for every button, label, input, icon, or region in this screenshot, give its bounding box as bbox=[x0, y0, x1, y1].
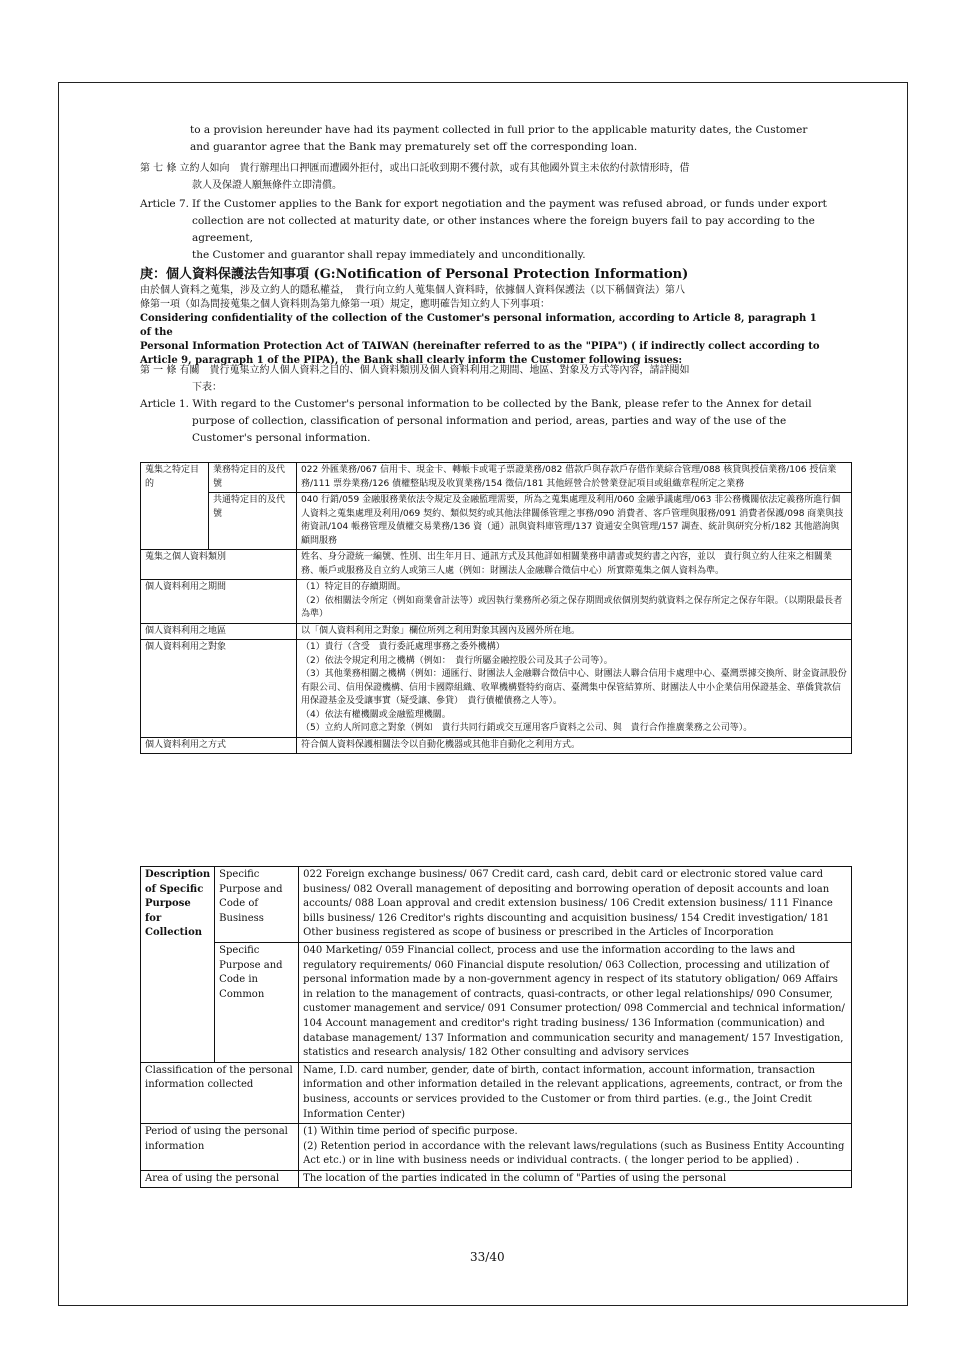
zh-info-table bbox=[140, 462, 852, 754]
article1-en bbox=[140, 396, 830, 447]
section-heading bbox=[140, 266, 840, 283]
zh-period-cell bbox=[297, 580, 852, 624]
table-row bbox=[141, 1124, 852, 1171]
section-heading-zh: 庚：個人資料保護法告知事項 bbox=[140, 267, 310, 282]
intro-en-3: Article 9, paragraph 1 of the PIPA), the Bank shall clearly inform the Customer following issues: bbox=[140, 355, 683, 366]
article1-en-text2: purpose of collection, classification of personal information and period, areas, parties and way of the use of the bbox=[192, 415, 787, 427]
article1-en-label: Article 1. bbox=[140, 398, 189, 410]
article1-en-text3: Customer's personal information. bbox=[192, 432, 371, 444]
intro-en-2: Personal Information Protection Act of TAIWAN (hereinafter referred to as the "PIPA") ( if indirectly collect according to bbox=[140, 341, 820, 352]
table-row bbox=[141, 463, 852, 493]
section-heading-en: (G:Notification of Personal Protection Information) bbox=[313, 267, 689, 282]
table-row bbox=[141, 942, 852, 1062]
en-category-label: Classification of the personal information collected bbox=[141, 1062, 299, 1123]
article7-zh-label: 第 七 條 bbox=[140, 163, 177, 174]
article1-zh-text2: 下表： bbox=[192, 382, 222, 393]
prev-paragraph: to a provision hereunder have had its payment collected in full prior to the applicable maturity dates, the Customer and guarantor agree that the Bank may prematurely set off the corresponding loan. bbox=[190, 124, 808, 153]
article7-zh bbox=[140, 160, 830, 194]
zh-common-text: 040 行銷/059 金融服務業依法令規定及金融監理需要，所為之蒐集處理及利用/060 金融爭議處理/063 非公務機關依法定義務所進行個人資料之蒐集處理及利用/069 契約、類似契約或其他法律關係管理之事務/090 消費者、客戶管理與服務/091 消費者保護/098 商業與技術資訊/104 帳務管理及債權交易業務/136 資（通）訊與資料庫管理/137 資通安全與管理/157 調查、統計與研究分析/182 其他諮詢與顧問服務 bbox=[297, 493, 852, 550]
zh-period-2: （2）依相關法令所定（例如商業會計法等）或因執行業務所必須之保存期間或依個別契約就資料之保存所定之保存年限。（以期限最長者為準） bbox=[301, 595, 843, 619]
table-row bbox=[141, 867, 852, 943]
article1-en-text1: With regard to the Customer's personal information to be collected by the Bank, please refer to the Annex for detail bbox=[192, 398, 812, 410]
en-common-label: Specific Purpose and Code in Common bbox=[215, 942, 299, 1062]
zh-common-label: 共通特定目的及代號 bbox=[209, 493, 297, 550]
zh-method-label: 個人資料利用之方式 bbox=[141, 737, 297, 754]
en-area-text: The location of the parties indicated in the column of "Parties of using the personal bbox=[299, 1170, 852, 1188]
en-category-text: Name, I.D. card number, gender, date of birth, contact information, account information, transaction information and other information detailed in the relevant applications, agreements, contract, or from the business, accounts or services provided to the Customer or from third parties. (e.g., the Joint Credit Information Center) bbox=[299, 1062, 852, 1123]
en-info-table bbox=[140, 866, 852, 1188]
zh-method-text: 符合個人資料保護相關法令以自動化機器或其他非自動化之利用方式。 bbox=[297, 737, 852, 754]
zh-parties-cell bbox=[297, 640, 852, 738]
article1-zh-label: 第 一 條 bbox=[140, 365, 177, 376]
article1-zh bbox=[140, 362, 830, 396]
article7-en-text2: collection are not collected at maturity date, or other instances where the foreign buyers fail to pay according to the agreement, bbox=[192, 215, 815, 244]
article1-zh-text1: 有關 貴行蒐集立約人個人資料之目的、個人資料類別及個人資料利用之期間、地區、對象及方式等內容，請詳閱如 bbox=[179, 365, 690, 376]
table-row bbox=[141, 1062, 852, 1123]
zh-purpose-label: 蒐集之特定目的 bbox=[141, 463, 209, 550]
article7-zh-text1: 立約人如向 貴行辦理出口押匯而遭國外拒付，或出口託收到期不獲付款，或有其他國外買主未依約付款情形時，借 bbox=[179, 163, 690, 174]
article7-en-label: Article 7. bbox=[140, 198, 189, 210]
en-period-1: (1) Within time period of specific purpose. bbox=[303, 1126, 518, 1138]
zh-period-1: （1）特定目的存續期間。 bbox=[301, 582, 406, 592]
intro-zh-2: 條第一項（如為間接蒐集之個人資料則為第九條第一項）規定，應明確告知立約人下列事項： bbox=[140, 299, 550, 310]
table-row bbox=[141, 623, 852, 640]
zh-area-text: 以「個人資料利用之對象」欄位所列之利用對象其國內及國外所在地。 bbox=[297, 623, 852, 640]
zh-specific-label: 業務特定目的及代號 bbox=[209, 463, 297, 493]
table-row bbox=[141, 493, 852, 550]
en-area-label: Area of using the personal bbox=[141, 1170, 299, 1188]
article7-zh-text2: 款人及保證人願無條件立即清償。 bbox=[192, 180, 342, 191]
table-row bbox=[141, 640, 852, 738]
en-specific-label: Specific Purpose and Code of Business bbox=[215, 867, 299, 943]
zh-parties-1: （1）貴行（含受 貴行委託處理事務之委外機構） bbox=[301, 642, 505, 652]
table-row bbox=[141, 550, 852, 580]
intro-zh-1: 由於個人資料之蒐集，涉及立約人的隱私權益， 貴行向立約人蒐集個人資料時，依據個人資料保護法（以下稱個資法）第八 bbox=[140, 285, 685, 296]
article7-en-text3: the Customer and guarantor shall repay immediately and unconditionally. bbox=[192, 249, 586, 261]
zh-category-label: 蒐集之個人資料類別 bbox=[141, 550, 297, 580]
page-number: 33/40 bbox=[470, 1250, 505, 1264]
table-row bbox=[141, 1170, 852, 1188]
en-period-2: (2) Retention period in accordance with the relevant laws/regulations (such as Business Entity Accounting Act etc.) or in line with business needs or individual contracts. ( the longer period to be applied) . bbox=[303, 1140, 845, 1167]
en-period-cell bbox=[299, 1124, 852, 1171]
en-specific-text: 022 Foreign exchange business/ 067 Credit card, cash card, debit card or electronic stored value card business/ 082 Overall management of depositing and borrowing operation of deposit accounts and loan accounts/ 088 Loan approval and credit extension business/ 106 Credit extension business/ 111 Finance bills business/ 126 Creditor's rights discounting and acquisition business/ 154 Credit investigation/ 181 Other business registered as scope of business or prescribed in the Articles of Incorporation bbox=[299, 867, 852, 943]
zh-category-text: 姓名、身分證統一編號、性別、出生年月日、通訊方式及其他詳如相關業務申請書或契約書之內容，並以 貴行與立約人往來之相關業務、帳戶或服務及自立約人或第三人處（例如：財團法人金融聯合徵信中心）所實際蒐集之個人資料為準。 bbox=[297, 550, 852, 580]
article7-en-text1: If the Customer applies to the Bank for export negotiation and the payment was refused abroad, or funds under export bbox=[192, 198, 827, 210]
zh-area-label: 個人資料利用之地區 bbox=[141, 623, 297, 640]
intro-en-1: Considering confidentiality of the collection of the Customer's personal information, according to Article 8, paragraph 1 of the bbox=[140, 313, 817, 338]
en-period-label: Period of using the personal information bbox=[141, 1124, 299, 1171]
table-row bbox=[141, 737, 852, 754]
zh-parties-2: （2）依法令規定利用之機構（例如： 貴行所屬金融控股公司及其子公司等）。 bbox=[301, 655, 613, 666]
zh-parties-3: （3）其他業務相關之機構（例如：通匯行、財團法人金融聯合徵信中心、財團法人聯合信用卡處理中心、臺灣票據交換所、財金資訊股份有限公司、信用保證機構、信用卡國際組織、收單機構暨特約商店、臺灣集中保管結算所、財團法人中小企業信用保證基金、華僑貸款信用保證基金及受讓事實（疑受讓、參貸） 貴行債權債務之人等）。 bbox=[301, 669, 847, 706]
section-intro bbox=[140, 284, 830, 368]
zh-parties-4: （4）依法有權機關或金融監理機關。 bbox=[301, 709, 451, 720]
zh-parties-5: （5）立約人所同意之對象（例如 貴行共同行銷或交互運用客戶資料之公司、與 貴行合作推廣業務之公司等）。 bbox=[301, 723, 753, 733]
zh-period-label: 個人資料利用之期間 bbox=[141, 580, 297, 624]
table-row bbox=[141, 580, 852, 624]
en-purpose-label: Description of Specific Purpose for Collection bbox=[141, 867, 215, 1063]
article7-en bbox=[140, 196, 830, 264]
zh-specific-text: 022 外匯業務/067 信用卡、現金卡、轉帳卡或電子票證業務/082 借款戶與存款戶存借作業綜合管理/088 核貸與授信業務/106 授信業務/111 票券業務/126 債權整貼現及收買業務/154 徵信/181 其他經營合於營業登記項目或組織章程所定之業務 bbox=[297, 463, 852, 493]
zh-parties-label: 個人資料利用之對象 bbox=[141, 640, 297, 738]
en-common-text: 040 Marketing/ 059 Financial collect, process and use the information according to the laws and regulatory requirements/ 060 Financial dispute resolution/ 063 Collection, processing and utilization of personal information made by a non-government agency in respect of its statutory obligation/ 069 Affairs in relation to the management of contracts, quasi-contracts, or other legal relationships/ 090 Consumer, customer management and service/ 091 Consumer protection/ 098 Commercial and technical information/ 104 Account management and creditor's right trading business/ 136 Information (communication) and database management/ 137 Information and communication security and management/ 157 Investigation, statistics and research analysis/ 182 Other consulting and advisory services bbox=[299, 942, 852, 1062]
